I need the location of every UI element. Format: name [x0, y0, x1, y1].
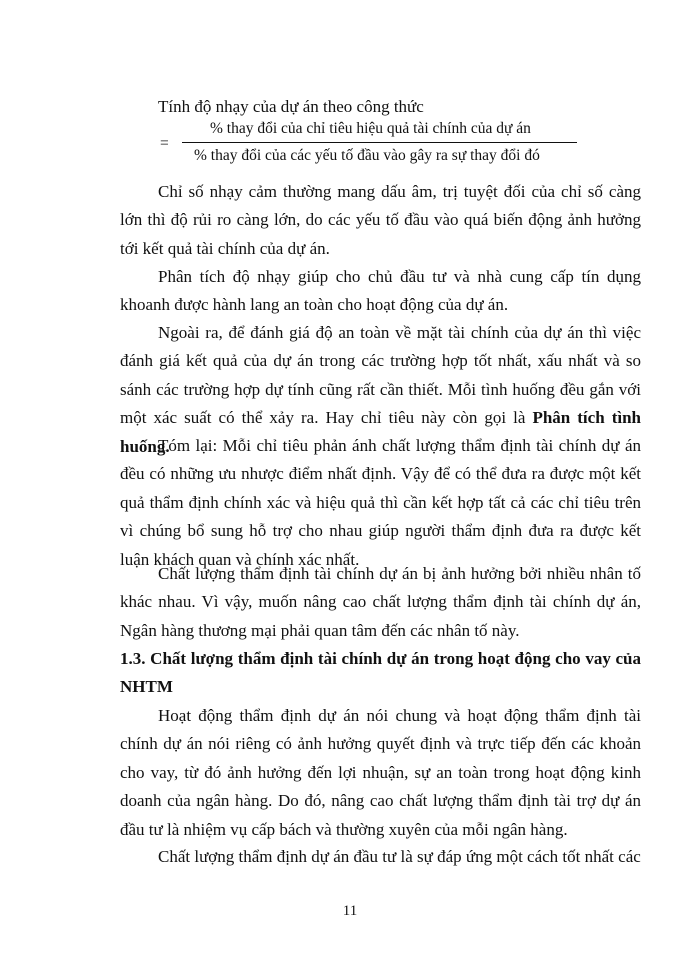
section-heading: 1.3. Chất lượng thẩm định tài chính dự án trong hoạt động cho vay của NHTM: [120, 649, 641, 697]
paragraph-sensitivity-benefit: Phân tích độ nhạy giúp cho chủ đầu tư và nhà cung cấp tín dụng khoanh được hành lang an toàn cho hoạt động của dự án.: [120, 267, 641, 315]
formula-intro: Tính độ nhạy của dự án theo công thức: [158, 97, 424, 116]
formula-equals-sign: =: [160, 135, 169, 152]
formula-denominator: % thay đổi của các yếu tố đầu vào gây ra sự thay đổi đó: [194, 147, 540, 164]
paragraph-influencing-factors: Chất lượng thẩm định tài chính dự án bị ảnh hưởng bởi nhiều nhân tố khác nhau. Vì vậy, muốn nâng cao chất lượng thẩm định tài chính dự án, Ngân hàng thương mại phải quan tâm đến các nhân tố này.: [120, 564, 641, 640]
paragraph-quality-definition: Chất lượng thẩm định dự án đầu tư là sự đáp ứng một cách tốt nhất các: [158, 847, 641, 866]
paragraph-sensitivity-sign: Chỉ số nhạy cảm thường mang dấu âm, trị tuyệt đối của chỉ số càng lớn thì độ rủi ro càng lớn, do các yếu tố đầu vào quá biến động ảnh hưởng tới kết quả tài chính của dự án.: [120, 182, 641, 258]
paragraph-summary: Tóm lại: Mỗi chỉ tiêu phản ánh chất lượng thẩm định tài chính dự án đều có những ưu nhược điểm nhất định. Vậy để có thể đưa ra được một kết quả thẩm định chính xác và hiệu quả thì cần kết hợp tất cả các chỉ tiêu trên vì chúng bổ sung hỗ trợ cho nhau giúp người thẩm định đưa ra được kết luận khách quan và chính xác nhất.: [120, 436, 641, 569]
fraction-bar: [182, 142, 577, 143]
sensitivity-formula: [160, 120, 580, 176]
paragraph-appraisal-impact: Hoạt động thẩm định dự án nói chung và hoạt động thẩm định tài chính dự án nói riêng có ảnh hưởng quyết định và trực tiếp đến các khoản cho vay, từ đó ảnh hưởng đến lợi nhuận, sự an toàn trong hoạt động kinh doanh của ngân hàng. Do đó, nâng cao chất lượng thẩm định tài trợ dự án đầu tư là nhiệm vụ cấp bách và thường xuyên của mỗi ngân hàng.: [120, 706, 641, 839]
scenario-bold-term: Phân tích tình huống.: [120, 408, 641, 456]
formula-numerator: % thay đổi của chỉ tiêu hiệu quả tài chính của dự án: [210, 120, 531, 137]
page-number: 11: [342, 903, 358, 919]
scenario-text: Ngoài ra, để đánh giá độ an toàn về mặt tài chính của dự án thì việc đánh giá kết quả của dự án trong các trường hợp tốt nhất, xấu nhất và so sánh các trường hợp dự tính cũng rất cần thiết. Mỗi tình huống đều gắn với một xác suất có thể xảy ra. Hay chỉ tiêu này còn gọi là: [120, 323, 641, 428]
